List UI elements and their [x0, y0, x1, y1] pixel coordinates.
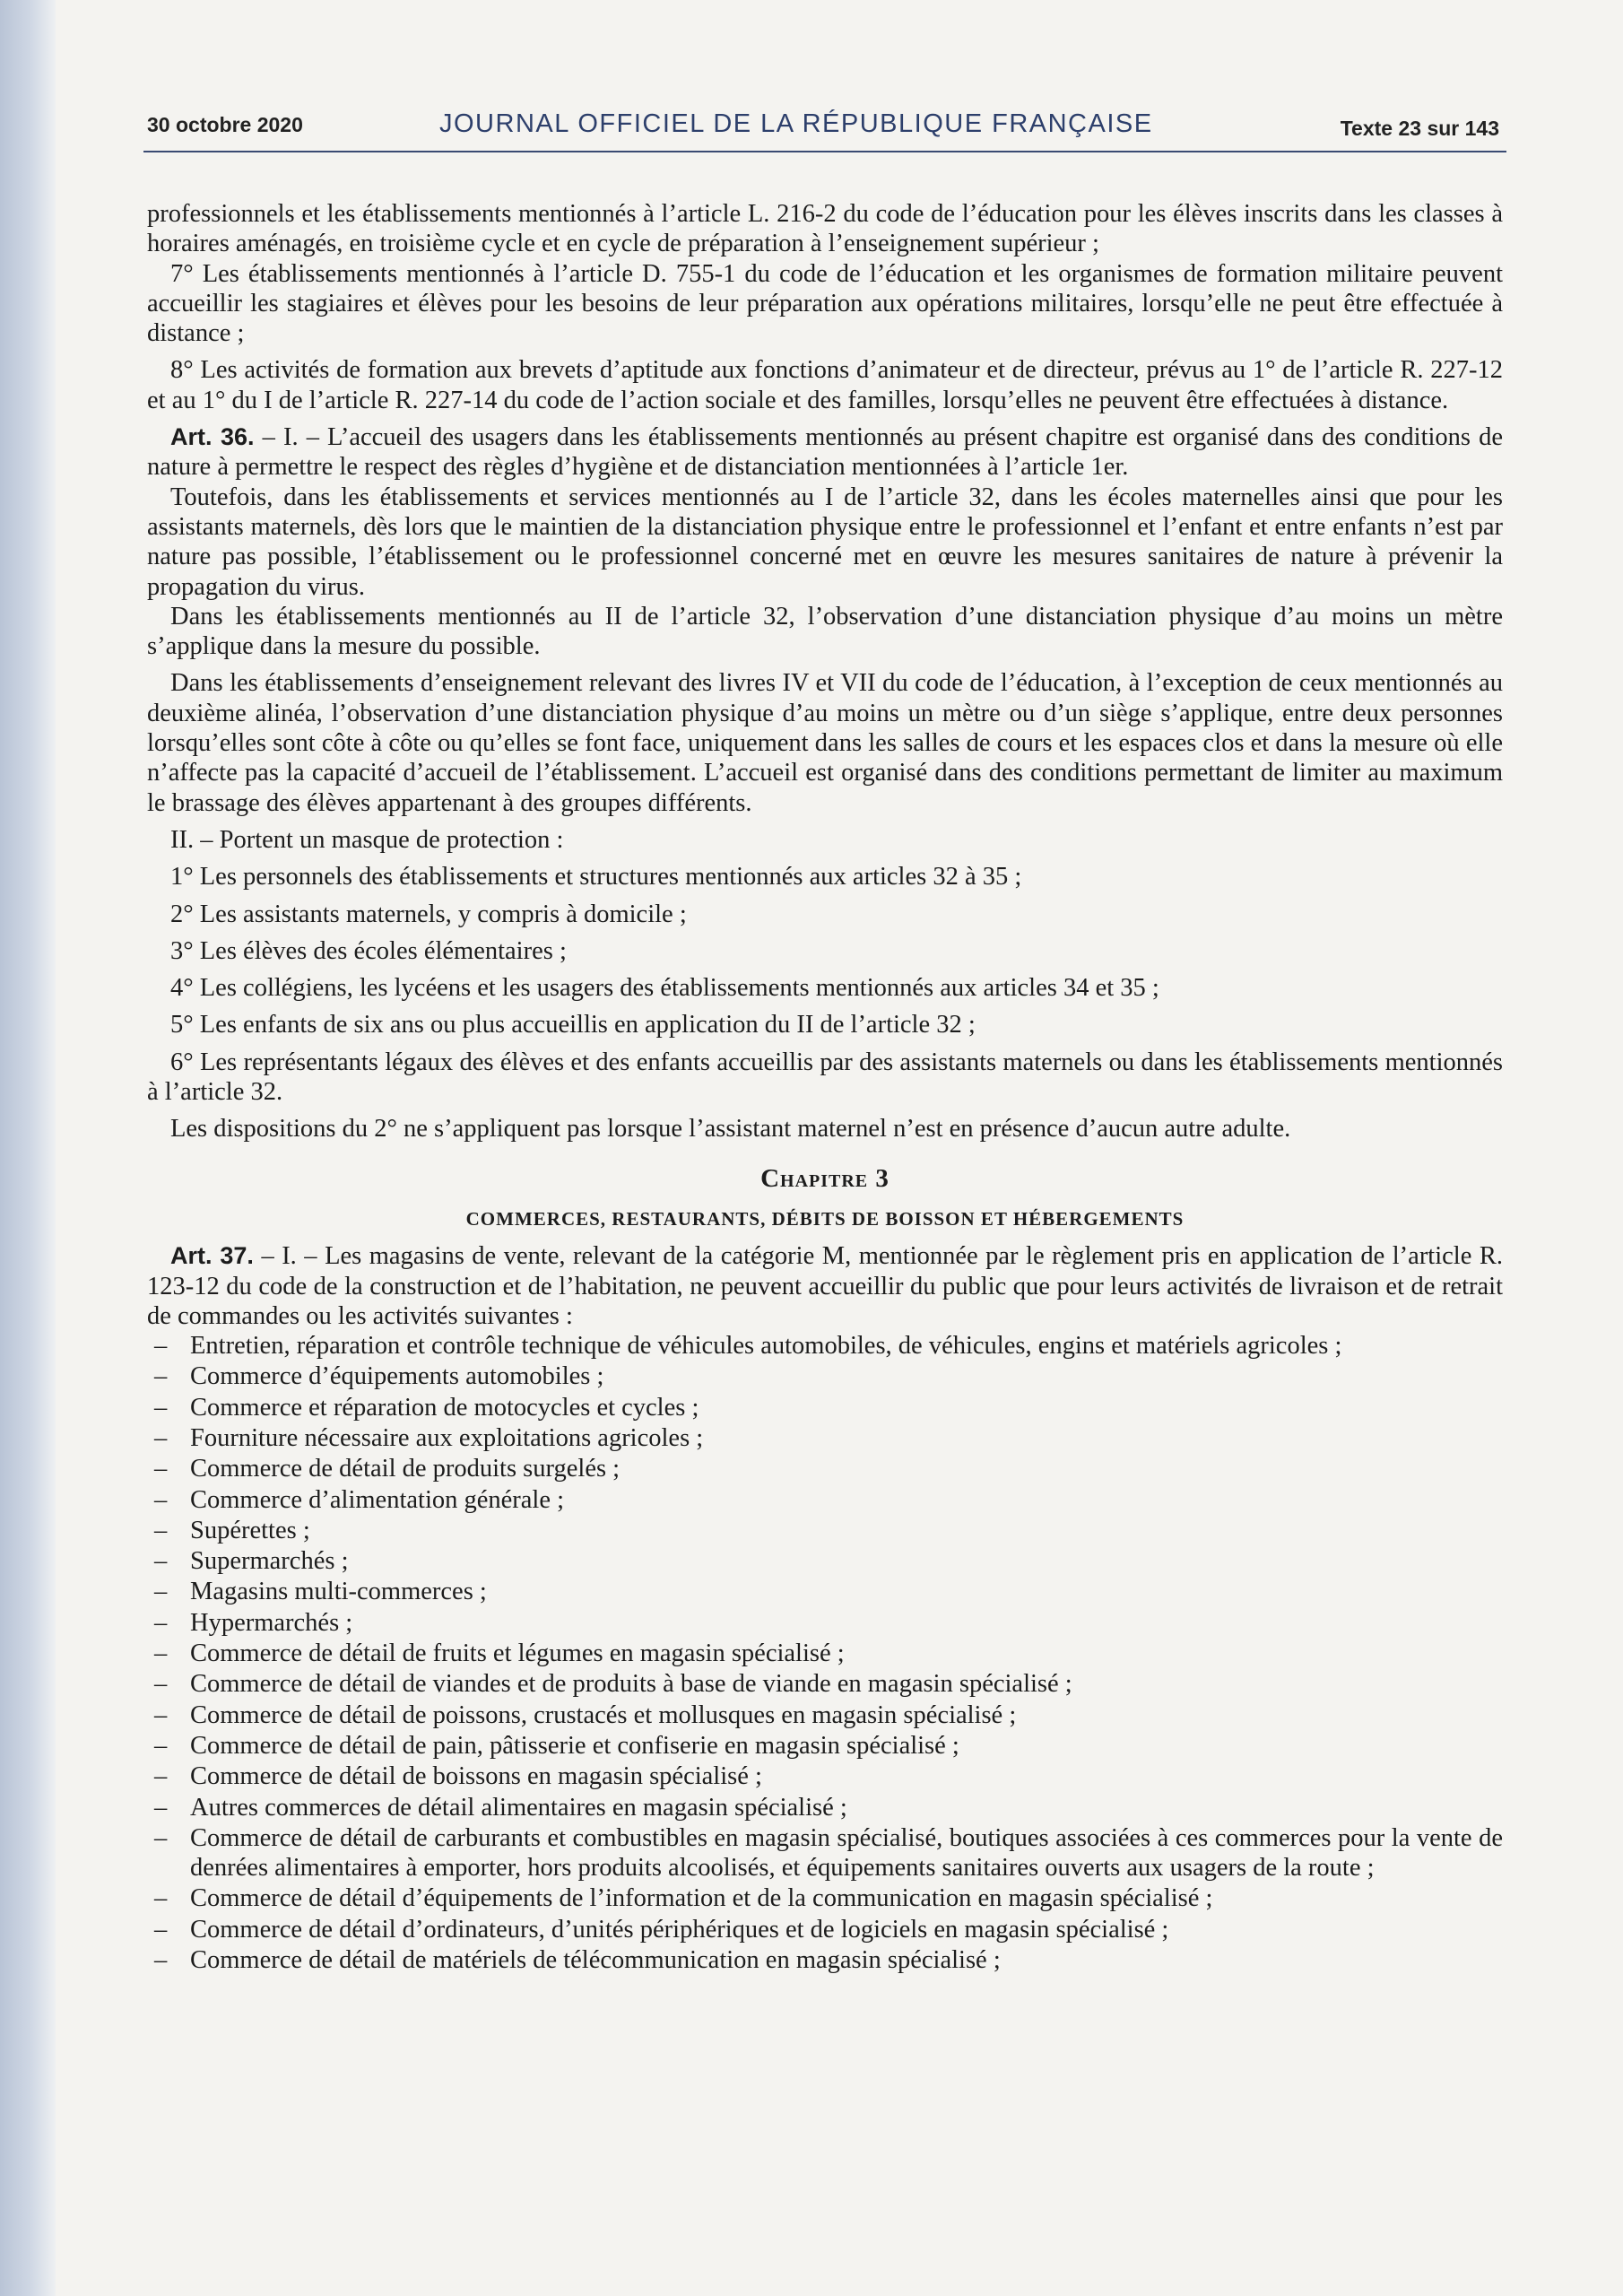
list-item-text: Supérettes ; — [190, 1516, 310, 1544]
list-dash: – — [154, 1639, 168, 1668]
list-item — [147, 1361, 1503, 1391]
mask-item-4: 4° Les collégiens, les lycéens et les usagers des établissements mentionnés aux articles 34 et 35 ; — [170, 974, 1159, 1003]
list-item — [147, 1331, 1503, 1361]
list-item-text: Commerce de détail de fruits et légumes en magasin spécialisé ; — [190, 1639, 845, 1668]
article-37-paragraph-1 — [147, 1241, 1503, 1331]
article-36-text-1: – I. – L’accueil des usagers dans les établissements mentionnés au présent chapitre est organisé dans des conditions de nature à permettre le respect des règles d’hygiène et de distanciation mentionnées à l’article 1er. — [147, 423, 1503, 482]
list-dash: – — [154, 1793, 168, 1822]
list-item-text: Commerce de détail de boissons en magasin spécialisé ; — [190, 1762, 762, 1791]
list-item-text: Hypermarchés ; — [190, 1608, 353, 1637]
journal-title: JOURNAL OFFICIEL DE LA RÉPUBLIQUE FRANÇAISE — [439, 109, 1153, 138]
list-item — [147, 1915, 1503, 1944]
list-item-text: Supermarchés ; — [190, 1547, 349, 1576]
list-dash: – — [154, 1884, 168, 1913]
list-item-text: Commerce de détail d’ordinateurs, d’unités périphériques et de logiciels en magasin spécialisé ; — [190, 1915, 1169, 1944]
article-36-paragraph-3: Dans les établissements mentionnés au II de l’article 32, l’observation d’une distanciation physique d’au moins un mètre s’applique dans la mesure du possible. — [147, 602, 1503, 661]
list-dash: – — [154, 1915, 168, 1944]
list-item — [147, 1608, 1503, 1638]
list-item-text: Commerce d’alimentation générale ; — [190, 1485, 565, 1514]
list-item-text: Autres commerces de détail alimentaires en magasin spécialisé ; — [190, 1793, 847, 1822]
list-dash: – — [154, 1946, 168, 1975]
page-header — [143, 106, 1506, 160]
mask-item-2: 2° Les assistants maternels, y compris à domicile ; — [170, 900, 687, 928]
list-dash: – — [154, 1547, 168, 1576]
list-dash: – — [154, 1731, 168, 1760]
list-item — [147, 1516, 1503, 1545]
list-dash: – — [154, 1455, 168, 1483]
list-item — [147, 1423, 1503, 1453]
chapter-title: Chapitre 3 — [760, 1163, 890, 1193]
list-item-text: Commerce de détail de pain, pâtisserie et confiserie en magasin spécialisé ; — [190, 1731, 959, 1760]
list-dash: – — [154, 1516, 168, 1544]
list-item — [147, 1393, 1503, 1422]
list-item — [147, 1945, 1503, 1975]
list-dash: – — [154, 1362, 168, 1391]
list-item — [147, 1731, 1503, 1761]
list-dash: – — [154, 1423, 168, 1452]
page-indicator: Texte 23 sur 143 — [1340, 117, 1499, 140]
article-36-label: Art. 36. — [170, 423, 255, 451]
list-item — [147, 1454, 1503, 1483]
mask-item-3: 3° Les élèves des écoles élémentaires ; — [170, 936, 567, 965]
list-item — [147, 1577, 1503, 1606]
list-item — [147, 1669, 1503, 1699]
mask-item-5: 5° Les enfants de six ans ou plus accueillis en application du II de l’article 32 ; — [170, 1011, 976, 1039]
list-dash: – — [154, 1762, 168, 1791]
list-item-text: Entretien, réparation et contrôle technique de véhicules automobiles, de véhicules, engins et matériels agricoles ; — [190, 1332, 1342, 1361]
list-dash: – — [154, 1700, 168, 1729]
list-item — [147, 1485, 1503, 1515]
article-36-section-II: II. – Portent un masque de protection : — [170, 825, 564, 854]
list-dash: – — [154, 1823, 168, 1852]
document-page — [143, 0, 1506, 2296]
list-dash: – — [154, 1393, 168, 1422]
mask-item-6: 6° Les représentants légaux des élèves et des enfants accueillis par des assistants maternels ou dans les établissements mentionnés à l’article 32. — [147, 1048, 1503, 1107]
mask-item-1: 1° Les personnels des établissements et structures mentionnés aux articles 32 à 35 ; — [170, 863, 1022, 891]
article-36-paragraph-2: Toutefois, dans les établissements et services mentionnés au I de l’article 32, dans les écoles maternelles ainsi que pour les assistants maternels, dès lors que le maintien de la distanciation physique entre le professionnel et l’enfant et entre enfants n’est par nature pas possible, l’établissement ou le professionnel concerné met en œuvre les mesures sanitaires de nature à prévenir la propagation du virus. — [147, 483, 1503, 601]
list-item-text: Commerce de détail de viandes et de produits à base de viande en magasin spécialisé ; — [190, 1670, 1072, 1699]
document-body — [147, 199, 1503, 1976]
list-dash: – — [154, 1332, 168, 1361]
list-item-text: Commerce de détail de matériels de télécommunication en magasin spécialisé ; — [190, 1946, 1001, 1975]
list-item-text: Commerce de détail d’équipements de l’information et de la communication en magasin spécialisé ; — [190, 1884, 1213, 1913]
header-divider — [143, 151, 1506, 152]
list-item-text: Commerce d’équipements automobiles ; — [190, 1362, 604, 1391]
scan-edge — [0, 0, 56, 2296]
list-item — [147, 1700, 1503, 1730]
list-item — [147, 1823, 1503, 1883]
activity-list — [147, 1331, 1503, 1975]
article-37-text-1: – I. – Les magasins de vente, relevant de la catégorie M, mentionnée par le règlement pris en application de l’article R. 123-12 du code de la construction et de l’habitation, ne peuvent accueillir du public que pour leurs activités de livraison et de retrait de commandes ou les activités suivantes : — [147, 1242, 1503, 1330]
list-item — [147, 1761, 1503, 1791]
list-dash: – — [154, 1578, 168, 1606]
header-date: 30 octobre 2020 — [147, 113, 303, 136]
article-36-paragraph-final: Les dispositions du 2° ne s’appliquent pas lorsque l’assistant maternel n’est en présence d’aucun autre adulte. — [170, 1115, 1291, 1144]
list-dash: – — [154, 1485, 168, 1514]
list-item — [147, 1546, 1503, 1576]
item-8: 8° Les activités de formation aux brevets d’aptitude aux fonctions d’animateur et de directeur, prévus au 1° de l’article R. 227-12 et au 1° du I de l’article R. 227-14 du code de l’action sociale et des familles, lorsqu’elles ne peuvent être effectuées à distance. — [147, 356, 1503, 414]
article-36-paragraph-1 — [147, 422, 1503, 483]
list-item — [147, 1793, 1503, 1822]
list-item-text: Commerce de détail de carburants et combustibles en magasin spécialisé, boutiques associées à ces commerces pour la vente de denrées alimentaires à emporter, hors produits alcoolisés, et équipements sanitaires ouverts aux usagers de la route ; — [190, 1823, 1503, 1883]
list-dash: – — [154, 1608, 168, 1637]
list-item-text: Commerce et réparation de motocycles et cycles ; — [190, 1393, 699, 1422]
article-36-paragraph-4: Dans les établissements d’enseignement relevant des livres IV et VII du code de l’éducation, à l’exception de ceux mentionnés au deuxième alinéa, l’observation d’une distanciation physique d’au moins un mètre ou d’un siège s’applique, entre deux personnes lorsqu’elles sont côte à côte ou qu’elles se font face, uniquement dans les salles de cours et les espaces clos et dans la mesure où elle n’affecte pas la capacité d’accueil de l’établissement. L’accueil est organisé dans des conditions permettant de limiter au maximum le brassage des élèves appartenant à des groupes différents. — [147, 669, 1503, 817]
paragraph-continuation: professionnels et les établissements mentionnés à l’article L. 216-2 du code de l’éducation pour les élèves inscrits dans les classes à horaires aménagés, en troisième cycle et en cycle de préparation à l’enseignement supérieur ; — [147, 200, 1503, 258]
list-item-text: Commerce de détail de produits surgelés ; — [190, 1455, 621, 1483]
item-7: 7° Les établissements mentionnés à l’article D. 755-1 du code de l’éducation et les organismes de formation militaire peuvent accueillir les stagiaires et élèves pour les besoins de leur préparation aux opérations militaires, lorsqu’elle ne peut être effectuée à distance ; — [147, 259, 1503, 348]
list-item — [147, 1639, 1503, 1668]
list-item — [147, 1883, 1503, 1913]
article-37-label: Art. 37. — [170, 1242, 254, 1270]
list-item-text: Commerce de détail de poissons, crustacés et mollusques en magasin spécialisé ; — [190, 1700, 1017, 1729]
chapter-subtitle: COMMERCES, RESTAURANTS, DÉBITS DE BOISSON ET HÉBERGEMENTS — [465, 1207, 1185, 1230]
list-item-text: Magasins multi-commerces ; — [190, 1578, 487, 1606]
list-dash: – — [154, 1670, 168, 1699]
list-item-text: Fourniture nécessaire aux exploitations agricoles ; — [190, 1423, 704, 1452]
